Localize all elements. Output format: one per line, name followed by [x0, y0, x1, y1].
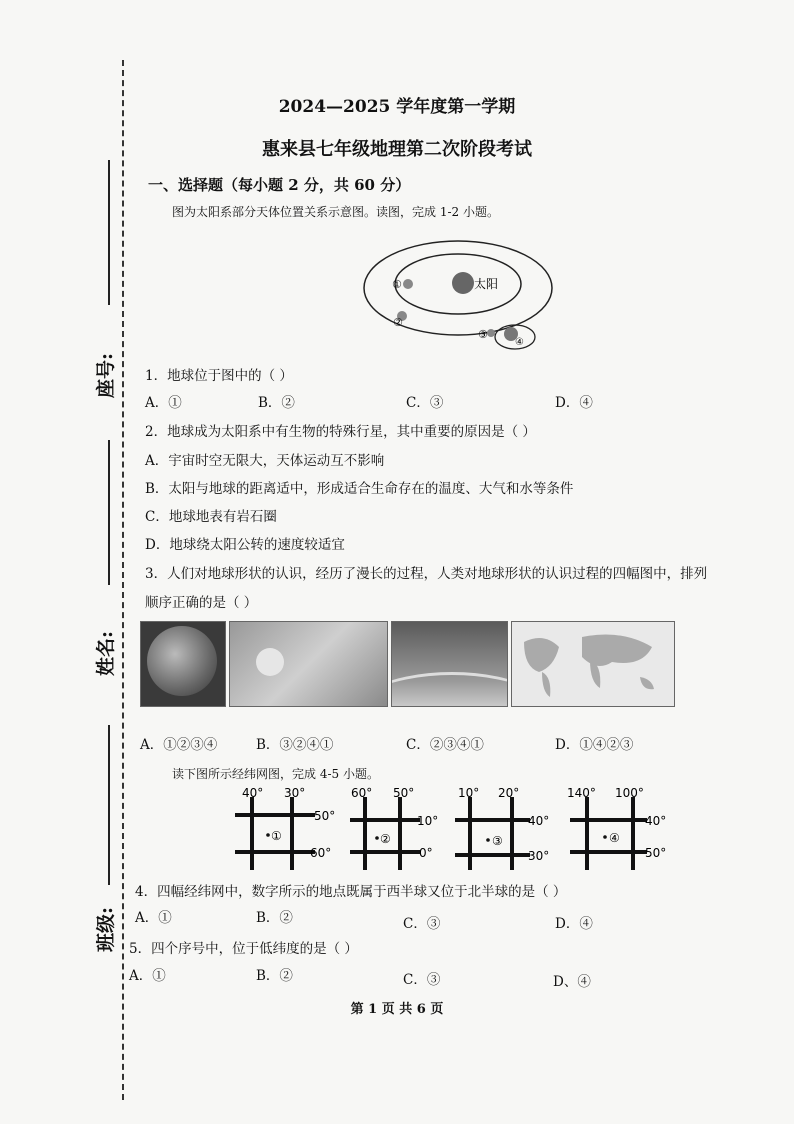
grid4-top-right: 100° [615, 786, 644, 800]
q1-option-b[interactable]: B．② [258, 395, 295, 411]
grid2-top-left: 60° [351, 786, 373, 800]
grid3-top-right: 20° [498, 786, 520, 800]
q3-option-d[interactable]: D．①④②③ [555, 737, 634, 753]
q2-option-d[interactable]: D．地球绕太阳公转的速度较适宜 [145, 537, 345, 553]
q4-option-d[interactable]: D．④ [555, 916, 593, 932]
q4-option-a[interactable]: A．① [135, 910, 172, 926]
planet-1-icon [403, 279, 413, 289]
horizon-arc-icon [391, 672, 508, 707]
q3-option-a[interactable]: A．①②③④ [140, 737, 218, 753]
intro-q4-5: 读下图所示经纬网图，完成 4-5 小题。 [172, 767, 379, 781]
sun-icon [452, 272, 474, 294]
grid3-right-top: 40° [528, 814, 550, 828]
q3-stem-line1: 3．人们对地球形状的认识，经历了漫长的过程，人类对地球形状的认识过程的四幅图中，排列 [145, 566, 708, 582]
seat-blank-line [108, 160, 110, 305]
seat-label: 座号: [95, 352, 118, 399]
page-number: 第 1 页 共 6 页 [350, 1002, 444, 1017]
name-label: 姓名: [95, 630, 118, 677]
grid1-top-left: 40° [242, 786, 264, 800]
q1-stem: 1．地球位于图中的（ ） [145, 368, 293, 384]
marker-4: ④ [515, 337, 524, 348]
q5-option-b[interactable]: B．② [256, 968, 293, 984]
grid3-right-bottom: 30° [528, 849, 550, 863]
q4-option-b[interactable]: B．② [256, 910, 293, 926]
grid3-top-left: 10° [458, 786, 480, 800]
grid1-right-bottom: 60° [310, 846, 332, 860]
grid2-marker: ② [380, 832, 391, 846]
grid2-right-top: 10° [417, 814, 439, 828]
graticule-grid-2 [345, 785, 450, 870]
globe-icon [147, 626, 217, 696]
binding-dash-line [122, 60, 124, 1100]
grid4-marker: ④ [609, 831, 620, 845]
grid4-right-top: 40° [645, 814, 667, 828]
section-heading: 一、选择题（每小题 2 分，共 60 分） [148, 176, 411, 194]
grid1-right-top: 50° [314, 809, 336, 823]
class-label: 班级: [95, 906, 118, 953]
sun-label: 太阳 [474, 277, 499, 291]
exam-term-title: 2024—2025 学年度第一学期 [278, 97, 516, 117]
earth-photo-image [140, 621, 226, 707]
world-map-image [511, 621, 675, 707]
grid1-top-right: 30° [284, 786, 306, 800]
q3-stem-line2: 顺序正确的是（ ） [145, 595, 258, 611]
q5-option-c[interactable]: C．③ [403, 972, 441, 988]
solar-system-diagram [360, 230, 560, 355]
ship-horizon-image [229, 621, 388, 707]
q5-stem: 5．四个序号中，位于低纬度的是（ ） [129, 941, 358, 957]
q2-option-c[interactable]: C．地球地表有岩石圈 [145, 509, 277, 525]
q1-option-c[interactable]: C．③ [406, 395, 444, 411]
marker-2: ② [393, 316, 403, 329]
graticule-grid-4 [565, 785, 675, 870]
q2-option-a[interactable]: A．宇宙时空无限大，天体运动互不影响 [145, 453, 385, 469]
sun-glow-icon [256, 648, 284, 676]
q5-option-d[interactable]: D、④ [553, 974, 591, 990]
round-sky-image [391, 621, 508, 707]
graticule-grid-1 [230, 785, 345, 870]
q3-option-b[interactable]: B．③②④① [256, 737, 334, 753]
planet-3-icon [487, 329, 495, 337]
grid1-marker: ① [271, 829, 282, 843]
class-blank-line [108, 725, 110, 885]
grid4-right-bottom: 50° [645, 846, 667, 860]
intro-q1-2: 图为太阳系部分天体位置关系示意图。读图，完成 1-2 小题。 [172, 205, 499, 219]
q2-option-b[interactable]: B．太阳与地球的距离适中，形成适合生命存在的温度、大气和水等条件 [145, 481, 574, 497]
q3-option-c[interactable]: C．②③④① [406, 737, 484, 753]
q1-option-a[interactable]: A．① [145, 395, 182, 411]
exam-title: 惠来县七年级地理第二次阶段考试 [262, 139, 532, 160]
q4-stem: 4．四幅经纬网中，数字所示的地点既属于西半球又位于北半球的是（ ） [135, 884, 567, 900]
grid4-top-left: 140° [567, 786, 596, 800]
q4-option-c[interactable]: C．③ [403, 916, 441, 932]
q2-stem: 2．地球成为太阳系中有生物的特殊行星，其中重要的原因是（ ） [145, 424, 536, 440]
q1-option-d[interactable]: D．④ [555, 395, 593, 411]
grid2-right-bottom: 0° [419, 846, 433, 860]
graticule-grid-3 [450, 785, 560, 870]
name-blank-line [108, 440, 110, 585]
q5-option-a[interactable]: A．① [129, 968, 166, 984]
grid3-marker: ③ [492, 834, 503, 848]
marker-3: ③ [478, 328, 488, 341]
marker-1: ① [392, 278, 402, 291]
world-map-icon [512, 622, 674, 706]
grid2-top-right: 50° [393, 786, 415, 800]
